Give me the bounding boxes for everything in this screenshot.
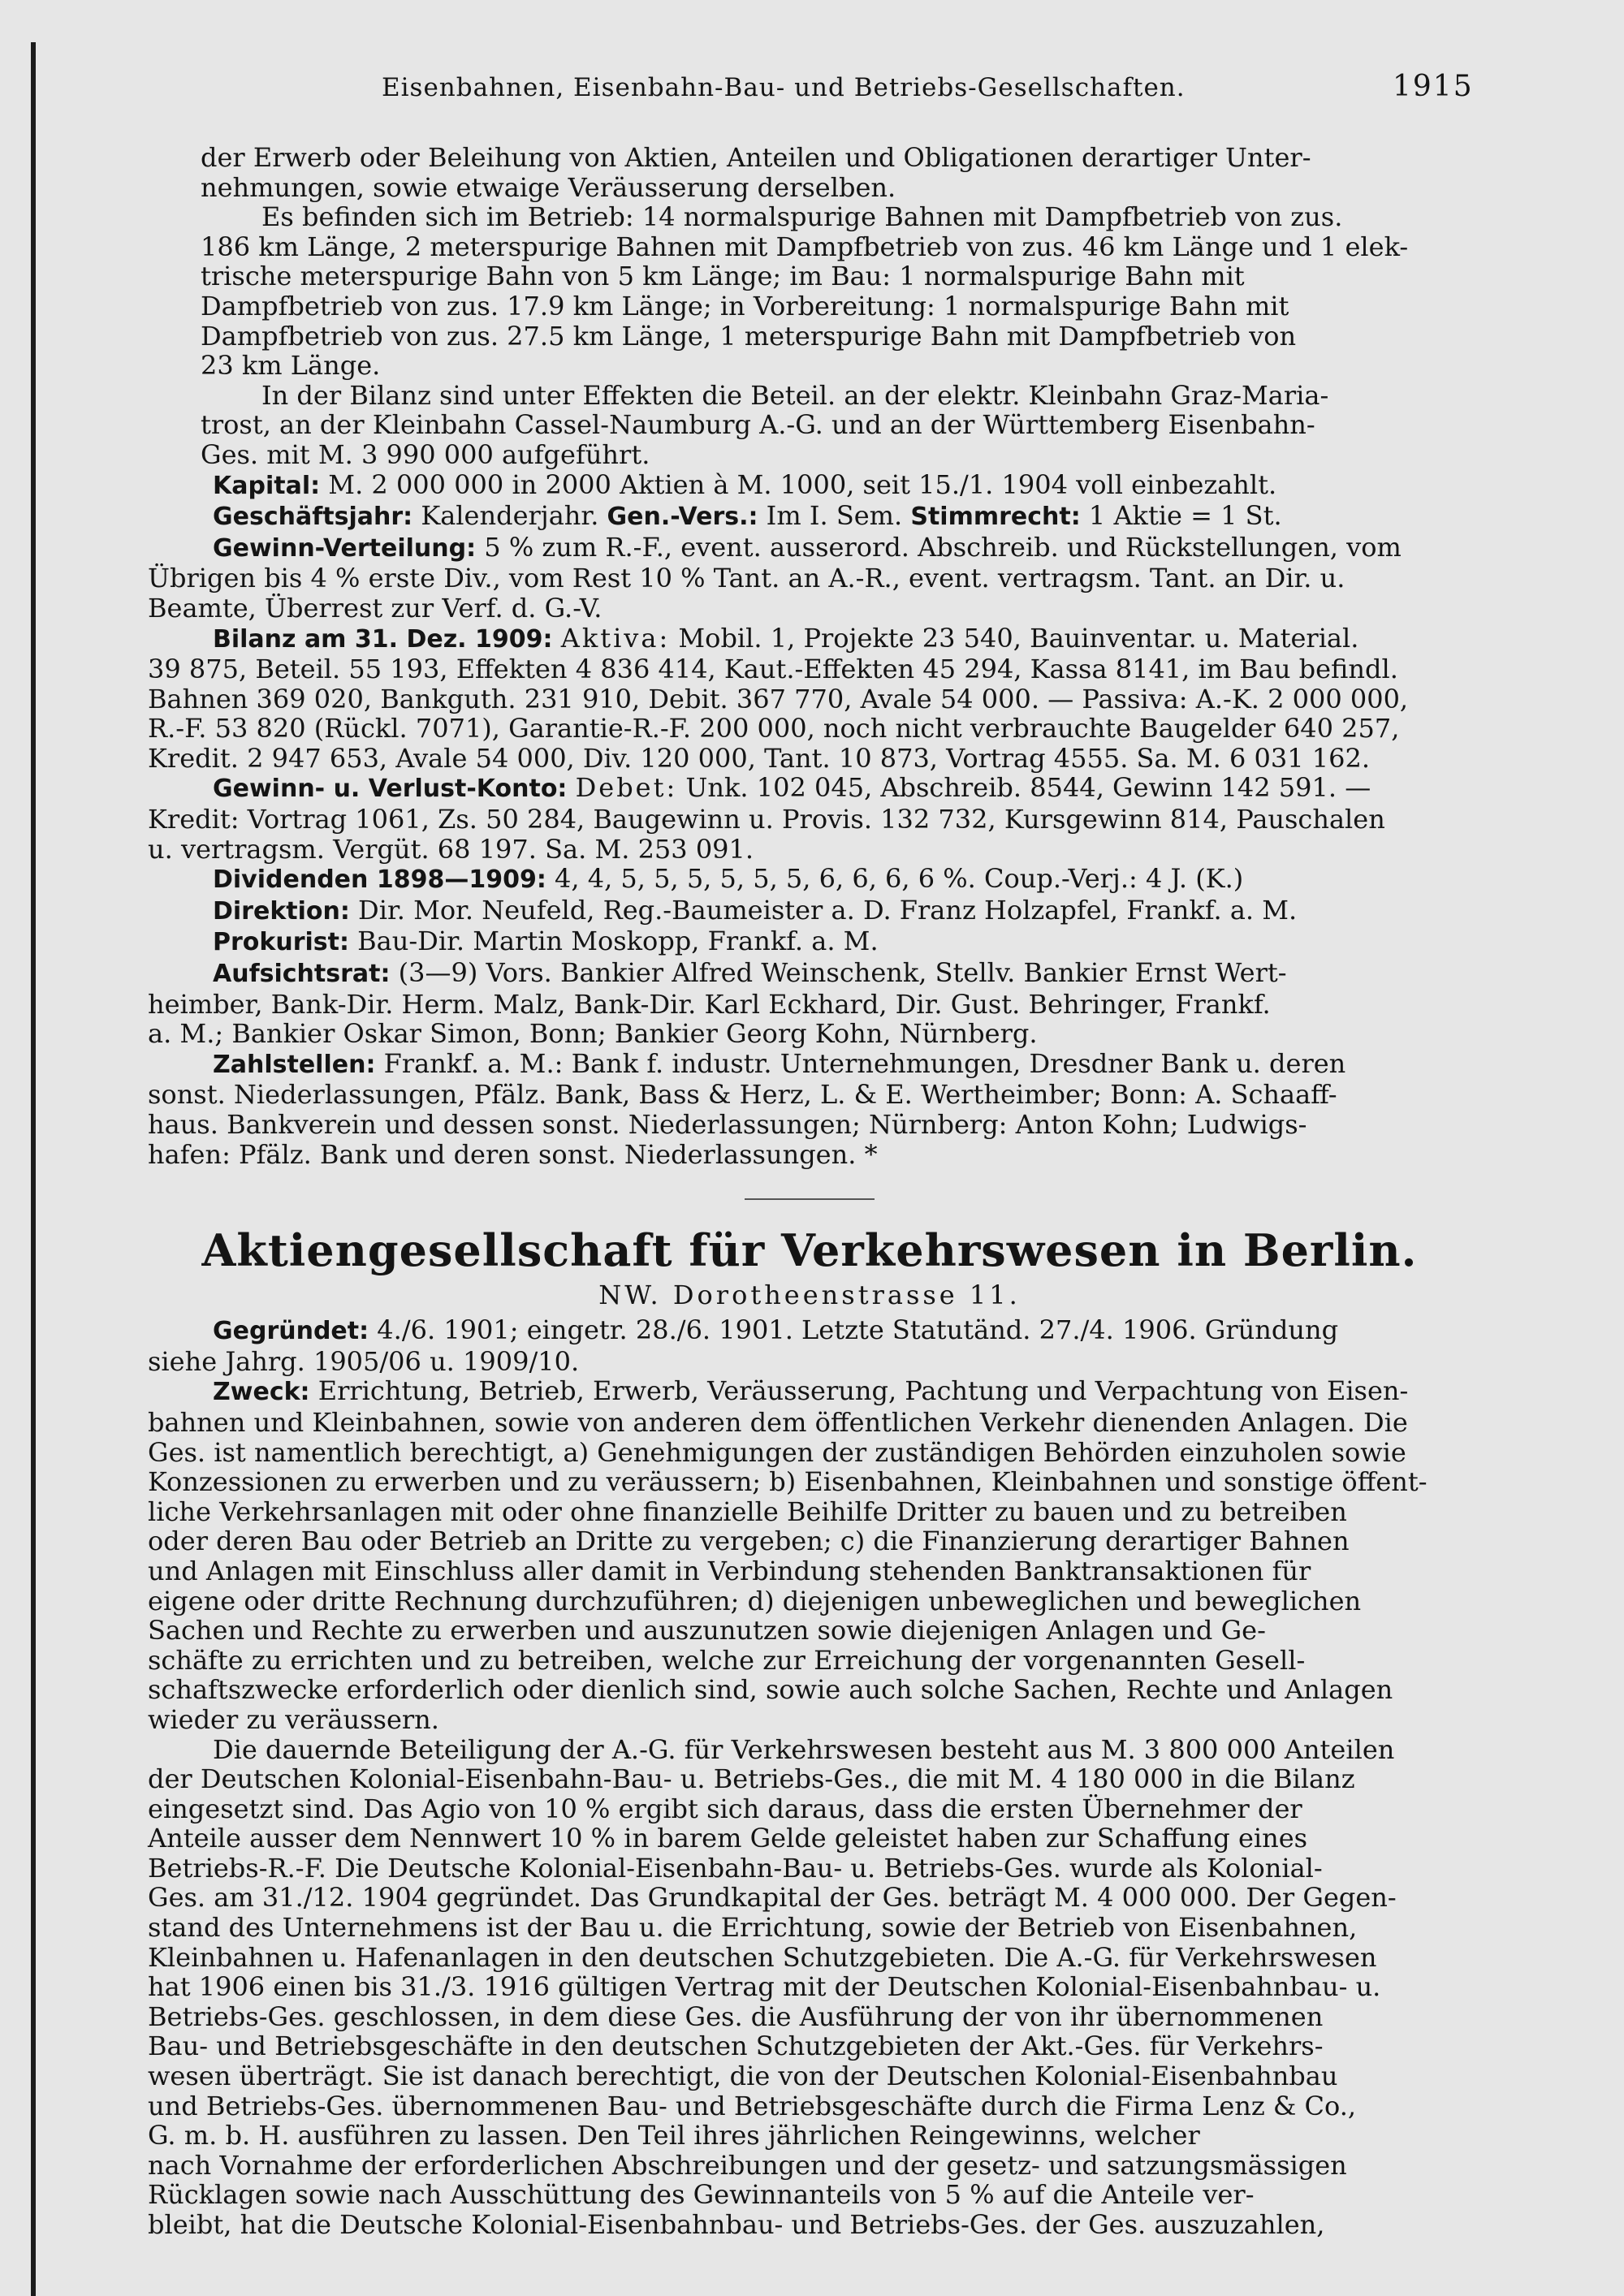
text-line: Rücklagen sowie nach Ausschüttung des Gewinnanteils von 5 % auf die Anteile ver- xyxy=(148,2179,1255,2211)
gewinn-verlust-line xyxy=(148,773,1471,805)
text-line: u. vertragsm. Vergüt. 68 197. Sa. M. 253 091. xyxy=(148,833,754,865)
kapital-label: Kapital: xyxy=(213,471,321,500)
zweck-text: Errichtung, Betrieb, Erwerb, Veräusserung, Pachtung und Verpachtung von Eisen- xyxy=(317,1375,1409,1407)
text-line: nehmungen, sowie etwaige Veräusserung derselben. xyxy=(201,171,896,203)
text-line: nach Vornahme der erforderlichen Abschreibungen und der gesetz- und satzungsmässigen xyxy=(148,2149,1347,2181)
text-line: bleibt, hat die Deutsche Kolonial-Eisenbahnbau- und Betriebs-Ges. der Ges. auszuzahlen, xyxy=(148,2209,1325,2240)
text-line: siehe Jahrg. 1905/06 u. 1909/10. xyxy=(148,1345,580,1377)
text-line: wieder zu veräussern. xyxy=(148,1703,439,1735)
text-line: Die dauernde Beteiligung der A.-G. für Verkehrswesen besteht aus M. 3 800 000 Anteilen xyxy=(213,1733,1395,1765)
prokurist-label: Prokurist: xyxy=(213,928,349,957)
aufsichtsrat-text: (3—9) Vors. Bankier Alfred Weinschenk, Stellv. Bankier Ernst Wert- xyxy=(398,957,1287,989)
text-line: In der Bilanz sind unter Effekten die Beteil. an der elektr. Kleinbahn Graz-Maria- xyxy=(261,379,1329,411)
text-line: Es befinden sich im Betrieb: 14 normalspurige Bahnen mit Dampfbetrieb von zus. xyxy=(261,201,1343,233)
text-line: Kredit. 2 947 653, Avale 54 000, Div. 120 000, Tant. 10 873, Vortrag 4555. Sa. M. 6 031 162. xyxy=(148,742,1371,774)
text-line: heimber, Bank-Dir. Herm. Malz, Bank-Dir. Karl Eckhard, Dir. Gust. Behringer, Frankf. xyxy=(148,988,1271,1020)
text-line: oder deren Bau oder Betrieb an Dritte zu vergeben; c) die Finanzierung derartiger Bahnen xyxy=(148,1526,1350,1557)
geschaeftsjahr-text: Kalenderjahr. xyxy=(421,500,599,532)
company-address: NW. Dorotheenstrasse 11. xyxy=(598,1280,1021,1311)
zahlstellen-line xyxy=(148,1049,1471,1081)
previous-entry xyxy=(148,143,1471,1169)
text-line: Beamte, Überrest zur Verf. d. G.-V. xyxy=(148,592,603,624)
text-line: Bahnen 369 020, Bankguth. 231 910, Debit. 367 770, Avale 54 000. — Passiva: A.-K. 2 000 000, xyxy=(148,683,1409,714)
text-line: der Deutschen Kolonial-Eisenbahn-Bau- u. Betriebs-Ges., die mit M. 4 180 000 in die Bilanz xyxy=(148,1763,1355,1795)
direktion-text: Dir. Mor. Neufeld, Reg.-Baumeister a. D. Franz Holzapfel, Frankf. a. M. xyxy=(358,894,1298,926)
text-line: wesen überträgt. Sie ist danach berechtigt, die von der Deutschen Kolonial-Eisenbahnbau xyxy=(148,2061,1338,2092)
text-line: Dampfbetrieb von zus. 27.5 km Länge, 1 meterspurige Bahn mit Dampfbetrieb von xyxy=(201,320,1297,352)
text-line: Anteile ausser dem Nennwert 10 % in barem Gelde geleistet haben zur Schaffung eines xyxy=(148,1823,1308,1854)
company-entry xyxy=(148,1224,1471,2239)
text-line: Betriebs-Ges. geschlossen, in dem diese Ges. die Ausführung der von ihr übernommenen xyxy=(148,2000,1324,2032)
stimmrecht-label: Stimmrecht: xyxy=(910,503,1081,532)
dividenden-label: Dividenden 1898—1909: xyxy=(213,865,546,895)
text-line: Bau- und Betriebsgeschäfte in den deutschen Schutzgebieten der Akt.-Ges. für Verkehrs- xyxy=(148,2031,1324,2062)
gen-vers-text: Im I. Sem. xyxy=(766,500,903,532)
gewinn-verteilung-text: 5 % zum R.-F., event. ausserord. Abschreib. und Rückstellungen, vom xyxy=(484,531,1402,563)
text-line: trische meterspurige Bahn von 5 km Länge; im Bau: 1 normalspurige Bahn mit xyxy=(201,261,1245,292)
text-line: Kleinbahnen u. Hafenanlagen in den deutschen Schutzgebieten. Die A.-G. für Verkehrswesen xyxy=(148,1941,1377,1973)
gegruendet-line xyxy=(148,1315,1471,1347)
direktion-label: Direktion: xyxy=(213,896,350,926)
text-line: Sachen und Rechte zu erwerben und auszunutzen sowie diejenigen Anlagen und Ge- xyxy=(148,1615,1266,1646)
text-line: stand des Unternehmens ist der Bau u. die Errichtung, sowie der Betrieb von Eisenbahnen, xyxy=(148,1912,1358,1944)
text-line: sonst. Niederlassungen, Pfälz. Bank, Bass & Herz, L. & E. Wertheimber; Bonn: A. Schaaff- xyxy=(148,1079,1337,1111)
text-line: schaftszwecke erforderlich oder dienlich sind, sowie auch solche Sachen, Rechte und Anlagen xyxy=(148,1674,1393,1706)
text-line: schäfte zu errichten und zu betreiben, welche zur Erreichung der vorgenannten Gesell- xyxy=(148,1644,1306,1676)
text-line: Dampfbetrieb von zus. 17.9 km Länge; in Vorbereitung: 1 normalspurige Bahn mit xyxy=(201,290,1289,322)
text-line: Übrigen bis 4 % erste Div., vom Rest 10 % Tant. an A.-R., event. vertragsm. Tant. an Dir. u. xyxy=(148,563,1345,594)
gewinn-verlust-label: Gewinn- u. Verlust-Konto: xyxy=(213,775,568,804)
text-line: hafen: Pfälz. Bank und deren sonst. Niederlassungen. * xyxy=(148,1138,878,1170)
text-line: 39 875, Beteil. 55 193, Effekten 4 836 414, Kaut.-Effekten 45 294, Kassa 8141, im Bau befindl. xyxy=(148,654,1398,685)
text-line: Betriebs-R.-F. Die Deutsche Kolonial-Eisenbahn-Bau- u. Betriebs-Ges. wurde als Kolonial- xyxy=(148,1852,1323,1884)
text-line: a. M.; Bankier Oskar Simon, Bonn; Bankier Georg Kohn, Nürnberg. xyxy=(148,1018,1038,1050)
text-line: Konzessionen zu erwerben und zu veräussern; b) Eisenbahnen, Kleinbahnen und sonstige öffent- xyxy=(148,1466,1427,1498)
text-line: haus. Bankverein und dessen sonst. Niederlassungen; Nürnberg: Anton Kohn; Ludwigs- xyxy=(148,1109,1307,1140)
kapital-line xyxy=(148,470,1471,502)
binding-edge-line xyxy=(31,42,36,2296)
text-line: eingesetzt sind. Das Agio von 10 % ergibt sich daraus, dass die ersten Übernehmer der xyxy=(148,1793,1302,1824)
dividenden-line xyxy=(148,864,1471,896)
text-line: eigene oder dritte Rechnung durchzuführen; d) diejenigen unbeweglichen und beweglichen xyxy=(148,1585,1362,1616)
bilanz-line xyxy=(148,624,1471,655)
prokurist-line xyxy=(148,926,1471,958)
text-line: Kredit: Vortrag 1061, Zs. 50 284, Baugewinn u. Provis. 132 732, Kursgewinn 814, Pauschalen xyxy=(148,804,1385,835)
company-title: Aktiengesellschaft für Verkehrswesen in Berlin. xyxy=(201,1224,1418,1277)
text-line: 186 km Länge, 2 meterspurige Bahnen mit Dampfbetrieb von zus. 46 km Länge und 1 elek- xyxy=(201,231,1409,262)
debet-label: Debet: xyxy=(575,772,678,804)
text-line: bahnen und Kleinbahnen, sowie von anderen dem öffentlichen Verkehr dienenden Anlagen. Die xyxy=(148,1406,1408,1438)
text-line: 23 km Länge. xyxy=(201,350,381,382)
text-line: Ges. am 31./12. 1904 gegründet. Das Grundkapital der Ges. beträgt M. 4 000 000. Der Gegen- xyxy=(148,1882,1397,1914)
text-line: Ges. mit M. 3 990 000 aufgeführt. xyxy=(201,438,650,470)
bilanz-text: Mobil. 1, Projekte 23 540, Bauinventar. u. Material. xyxy=(678,622,1359,654)
dividenden-text: 4, 4, 5, 5, 5, 5, 5, 5, 6, 6, 6, 6 %. Coup.-Verj.: 4 J. (K.) xyxy=(555,863,1244,895)
zweck-line xyxy=(148,1376,1471,1408)
stimmrecht-text: 1 Aktie = 1 St. xyxy=(1088,500,1282,532)
text-line: Ges. ist namentlich berechtigt, a) Genehmigungen der zuständigen Behörden einzuholen sowie xyxy=(148,1436,1406,1468)
zahlstellen-label: Zahlstellen: xyxy=(213,1050,376,1079)
gewinn-verteilung-line xyxy=(148,533,1471,564)
aktiva-label: Aktiva: xyxy=(560,622,671,654)
bilanz-label: Bilanz am 31. Dez. 1909: xyxy=(213,624,553,654)
aufsichtsrat-label: Aufsichtsrat: xyxy=(213,960,391,989)
text-line: R.-F. 53 820 (Rückl. 7071), Garantie-R.-F. 200 000, noch nicht verbrauchte Baugelder 640 257, xyxy=(148,713,1400,744)
zweck-label: Zweck: xyxy=(213,1378,310,1407)
geschaeftsjahr-label: Geschäftsjahr: xyxy=(213,503,413,532)
text-line: und Anlagen mit Einschluss aller damit in Verbindung stehenden Banktransaktionen für xyxy=(148,1555,1311,1586)
gegruendet-text: 4./6. 1901; eingetr. 28./6. 1901. Letzte Statutänd. 27./4. 1906. Gründung xyxy=(377,1314,1339,1346)
prokurist-text: Bau-Dir. Martin Moskopp, Frankf. a. M. xyxy=(357,926,879,957)
text-line: liche Verkehrsanlagen mit oder ohne finanzielle Beihilfe Dritter zu bauen und zu betreiben xyxy=(148,1495,1347,1527)
text-line: G. m. b. H. ausführen zu lassen. Den Teil ihres jährlichen Reingewinns, welcher xyxy=(148,2120,1200,2151)
kapital-text: M. 2 000 000 in 2000 Aktien à M. 1000, seit 15./1. 1904 voll einbezahlt. xyxy=(328,468,1277,500)
gewinn-verlust-text: Unk. 102 045, Abschreib. 8544, Gewinn 142 591. — xyxy=(685,772,1371,804)
direktion-line xyxy=(148,896,1471,927)
text-line: und Betriebs-Ges. übernommenen Bau- und Betriebsgeschäfte durch die Firma Lenz & Co., xyxy=(148,2090,1357,2121)
page-number: 1915 xyxy=(1393,70,1474,103)
text-line: der Erwerb oder Beleihung von Aktien, Anteilen und Obligationen derartiger Unter- xyxy=(201,142,1311,173)
page-content xyxy=(148,143,1471,2240)
zahlstellen-text: Frankf. a. M.: Bank f. industr. Unternehmungen, Dresdner Bank u. deren xyxy=(383,1047,1346,1079)
gen-vers-label: Gen.-Vers.: xyxy=(607,503,758,532)
gewinn-verteilung-label: Gewinn-Verteilung: xyxy=(213,533,477,563)
section-divider xyxy=(745,1198,875,1200)
geschaeftsjahr-line xyxy=(148,501,1471,533)
aufsichtsrat-line xyxy=(148,958,1471,990)
running-header: Eisenbahnen, Eisenbahn-Bau- und Betriebs-Gesellschaften. xyxy=(382,73,1186,102)
text-line: hat 1906 einen bis 31./3. 1916 gültigen Vertrag mit der Deutschen Kolonial-Eisenbahnbau- u. xyxy=(148,1971,1381,2003)
text-line: trost, an der Kleinbahn Cassel-Naumburg A.-G. und an der Württemberg Eisenbahn- xyxy=(201,409,1315,441)
gegruendet-label: Gegründet: xyxy=(213,1317,369,1346)
